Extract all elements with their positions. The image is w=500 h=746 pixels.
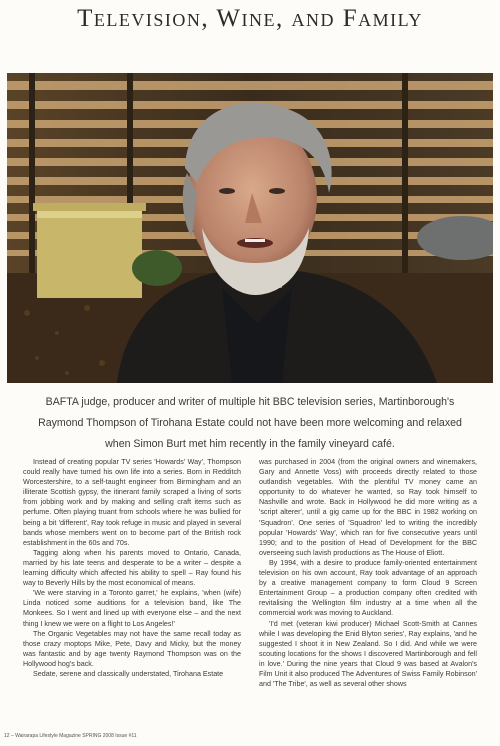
body-paragraph: Tagging along when his parents moved to Ontario, Canada, married by his late teens and desperate to be a writer – despite a learning difficulty which affected his ability to spell – Ray found his way to Beverly Hills by the most economical of means.: [23, 548, 241, 588]
body-paragraph: Instead of creating popular TV series 'Howards' Way', Thompson could really have turned his own life into a series. Born in Redditch Worcestershire, to a self-taught engineer from Birmingham and an illiterate Scottish gypsy, the itinerant family scraped a living of sorts from jobbing work and by making and selling craft items such as perfume. Often playing truant from schools where he was bullied for being a bit 'different', Ray took refuge in music and played in several bands whose members went on to become part of the British rock establishment in the 60s and 70s.: [23, 458, 241, 547]
body-paragraph: 'I'd met (veteran kiwi producer) Michael Scott-Smith at Cannes while I was developing the Enid Blyton series', Ray explains, 'and he suggested I shoot it in New Zealand. So I did. And while we were scouting locations for the shows I discovered Martinborough and fell in love.' During the nine years that Cloud 9 was based at Avalon's Film Unit it also produced The Adventures of Swiss Family Robinson' and 'The Tribe', as well as several other shows: [259, 619, 477, 689]
body-paragraph: Sedate, serene and classically understated, Tirohana Estate: [33, 669, 224, 678]
body-paragraph: By 1994, with a desire to produce family-oriented entertainment television on his own account, Ray took advantage of an approach by a creative management company to form Cloud 9 Screen Entertainment Group – a production company often credited with revitalising the Wellington film industry at a time when all the commercial work was moving to Auckland.: [259, 558, 477, 618]
lead-paragraph: BAFTA judge, producer and writer of multiple hit BBC television series, Martinborough's Raymond Thompson of Tirohana Estate could not have been more welcoming and relaxed when Simon Burt met him recently in the family vineyard café.: [38, 396, 462, 450]
article-headline: Television, Wine, and Family: [77, 5, 423, 32]
article-column-left: [23, 457, 241, 679]
page-footer: 12 – Wairarapa Lifestyle Magazine SPRING 2008 Issue #11: [4, 733, 137, 739]
article-column-right: [259, 457, 477, 689]
body-paragraph: was purchased in 2004 (from the original owners and winemakers, Gary and Annette Voss) with proceeds directly related to those outlandish vegetables. With the plentiful TV money came an opportunity to do whatever he wanted, so Ray took himself to Nashville and wrote. Back in Hollywood he did more writing as a 'script alterer', until a gig came up for the BBC in 1982 working on 'Squadron'. One series of 'Squadron' led to writing the incredibly popular 'Howards' Way', which ran for five consecutive years until 1990; and to the position of Head of Development for the BBC overseeing such lavish productions as The House of Eliott.: [259, 458, 477, 557]
portrait-photo: [7, 73, 493, 383]
body-paragraph: The Organic Vegetables may not have the same recall today as those crazy moptops Mike, Pete, Davy and Micky, but the money was fantastic and by age twenty Raymond Thompson was on the Hollywood hog's back.: [23, 629, 241, 668]
body-paragraph: 'We were starving in a Toronto garret,' he explains, 'when (wife) Linda noticed some auditions for a television band, like The Monkees. So I went and lined up with everyone else – and the next thing I knew we were on a flight to Los Angeles!': [23, 589, 241, 628]
